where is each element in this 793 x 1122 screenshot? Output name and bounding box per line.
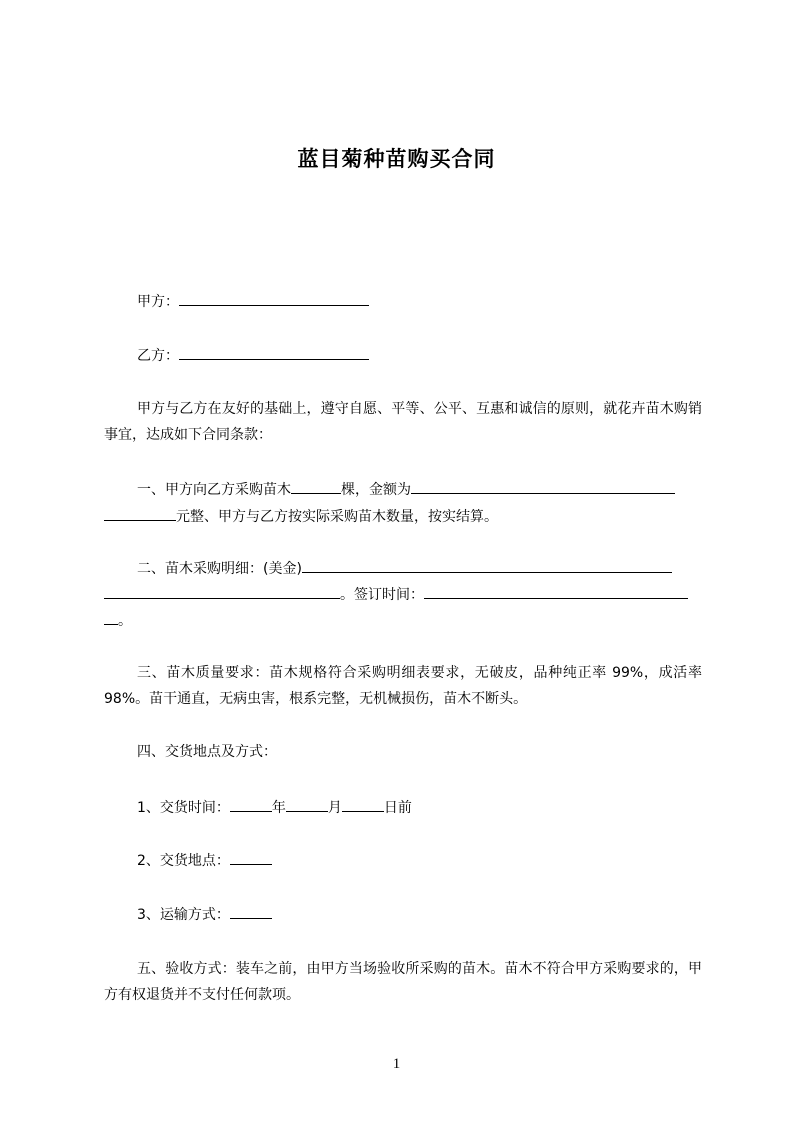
- transport-label: 3、运输方式：: [137, 907, 230, 923]
- party-b-label: 乙方：: [137, 348, 179, 364]
- party-a-line: [137, 290, 369, 313]
- delivery-place-label: 2、交货地点：: [137, 853, 230, 869]
- clause1-text-c: 元整、甲方与乙方按实际采购苗木数量，按实结算。: [176, 509, 498, 525]
- day-blank: [342, 796, 384, 812]
- signing-date-blank: [424, 583, 688, 599]
- month-label: 月: [327, 800, 342, 816]
- year-blank: [230, 796, 272, 812]
- clause1-line2: [104, 505, 498, 528]
- party-b-blank: [179, 344, 369, 360]
- party-a-label: 甲方：: [137, 294, 179, 310]
- month-blank: [286, 796, 328, 812]
- clause2-line3: [104, 609, 132, 632]
- signing-date-blank-cont: [104, 609, 118, 625]
- clause1-text-a: 一、甲方向乙方采购苗木: [137, 482, 291, 498]
- delivery-place-blank: [230, 849, 272, 865]
- clause2-text-b: 。签订时间：: [340, 587, 424, 603]
- purchase-detail-blank-cont: [104, 583, 340, 599]
- party-b-line: [137, 344, 369, 367]
- clause2-text-a: 二、苗木采购明细：(美金): [137, 561, 302, 577]
- clause1-text-b: 棵，金额为: [341, 482, 411, 498]
- delivery-place-line: [137, 849, 272, 872]
- delivery-time-label: 1、交货时间：: [137, 800, 230, 816]
- quantity-blank: [291, 478, 341, 494]
- year-label: 年: [271, 800, 286, 816]
- document-title: 蓝目菊种苗购买合同: [297, 147, 496, 171]
- preamble-paragraph: 甲方与乙方在友好的基础上，遵守自愿、平等、公平、互惠和诚信的原则，就花卉苗木购销事宜，达成如下合同条款：: [104, 401, 702, 443]
- clause3-paragraph: 三、苗木质量要求：苗木规格符合采购明细表要求，无破皮，品种纯正率 99%，成活率 98%。苗干通直，无病虫害，根系完整，无机械损伤，苗木不断头。: [104, 665, 702, 707]
- clause5-paragraph: 五、验收方式：装车之前，由甲方当场验收所采购的苗木。苗木不符合甲方采购要求的，甲方有权退货并不支付任何款项。: [104, 961, 702, 1003]
- clause2-text-c: 。: [118, 613, 132, 629]
- page-number: 1: [392, 1056, 401, 1072]
- clause1-line1: [137, 478, 675, 501]
- party-a-blank: [179, 290, 369, 306]
- clause4-heading: 四、交货地点及方式：: [137, 744, 277, 760]
- amount-blank: [411, 478, 675, 494]
- clause2-line2: [104, 583, 688, 606]
- amount-blank-cont: [104, 505, 176, 521]
- transport-line: [137, 903, 272, 926]
- day-label: 日前: [383, 800, 412, 816]
- delivery-time-line: [137, 796, 412, 819]
- transport-blank: [230, 903, 272, 919]
- purchase-detail-blank: [302, 557, 672, 573]
- clause2-line1: [137, 557, 672, 580]
